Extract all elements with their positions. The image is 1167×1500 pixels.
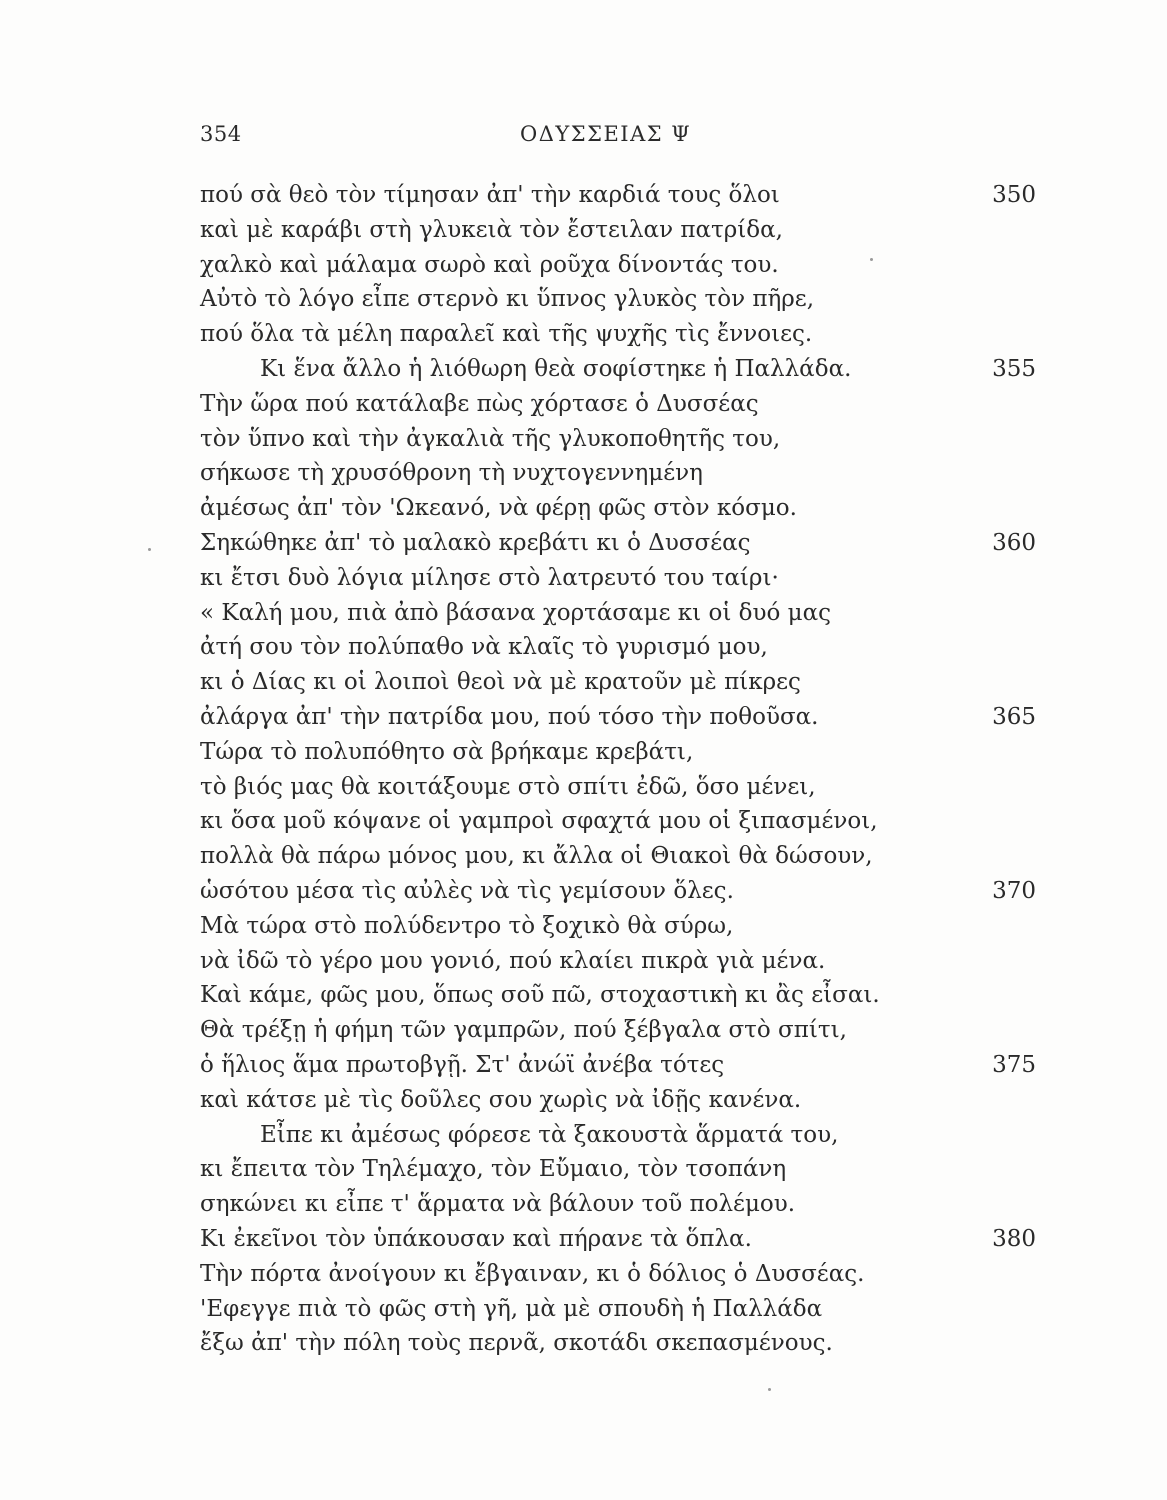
verse-text: Αὐτὸ τὸ λόγο εἶπε στερνὸ κι ὕπνος γλυκὸς τὸν πῆρε, <box>200 286 815 313</box>
verse-line <box>200 978 1060 1013</box>
verse-line <box>200 526 1060 561</box>
verse-line <box>200 352 1060 387</box>
verse-text: πού σὰ θεὸ τὸν τίμησαν ἀπ' τὴν καρδιά τους ὅλοι <box>200 182 780 208</box>
verse-line <box>200 630 1060 665</box>
verse-line <box>200 770 1060 805</box>
verse-line <box>200 1013 1060 1048</box>
verse-text: ὁ ἥλιος ἅμα πρωτοβγῇ. Στ' ἀνώϊ ἀνέβα τότες <box>200 1051 725 1078</box>
verse-line <box>200 317 1060 352</box>
verse-line <box>200 944 1060 979</box>
verse-line <box>200 1257 1060 1292</box>
print-speck <box>870 258 873 261</box>
verse-line <box>200 874 1060 909</box>
verse-text: ἀλάργα ἀπ' τὴν πατρίδα μου, πού τόσο τὴν ποθοῦσα. <box>200 703 819 730</box>
verse-text: κι ἔτσι δυὸ λόγια μίλησε στὸ λατρευτό του ταίρι· <box>200 564 779 591</box>
verse-line <box>200 491 1060 526</box>
verse-text: Μὰ τώρα στὸ πολύδεντρο τὸ ξοχικὸ θὰ σύρω, <box>200 912 734 939</box>
verse-line <box>200 1118 1060 1153</box>
verse-text: κι ὅσα μοῦ κόψανε οἱ γαμπροὶ σφαχτά μου οἱ ξιπασμένοι, <box>200 808 878 835</box>
verse-text: Σηκώθηκε ἀπ' τὸ μαλακὸ κρεβάτι κι ὁ Δυσσέας <box>200 529 751 556</box>
verse-text: κι ἔπειτα τὸν Τηλέμαχο, τὸν Εὔμαιο, τὸν τσοπάνη <box>200 1156 787 1183</box>
verse-text: 'Εφεγγε πιὰ τὸ φῶς στὴ γῆ, μὰ μὲ σπουδὴ ἡ Παλλάδα <box>200 1295 823 1322</box>
verse-line <box>200 456 1060 491</box>
verse-text: Τώρα τὸ πολυπόθητο σὰ βρήκαμε κρεβάτι, <box>200 738 694 765</box>
line-number: 370 <box>992 877 1036 904</box>
verse-line <box>200 1187 1060 1222</box>
print-speck <box>148 548 151 551</box>
verse-text: σηκώνει κι εἶπε τ' ἅρματα νὰ βάλουν τοῦ πολέμου. <box>200 1191 796 1218</box>
verse-line <box>200 909 1060 944</box>
verse-line <box>200 248 1060 283</box>
verse-text: νὰ ἰδῶ τὸ γέρο μου γονιό, πού κλαίει πικρὰ γιὰ μένα. <box>200 947 826 974</box>
verse-line <box>200 839 1060 874</box>
verse-text: τὸν ὕπνο καὶ τὴν ἀγκαλιὰ τῆς γλυκοποθητῆς του, <box>200 425 781 452</box>
verse-line <box>200 1048 1060 1083</box>
verse-line <box>200 1326 1060 1361</box>
verse-line <box>200 178 1060 213</box>
verse-text: ἔξω ἀπ' τὴν πόλη τοὺς περνᾶ, σκοτάδι σκεπασμένους. <box>200 1330 833 1357</box>
verse-line <box>200 422 1060 457</box>
verse-text: σήκωσε τὴ χρυσόθρονη τὴ νυχτογεννημένη <box>200 460 703 487</box>
verse-line <box>200 213 1060 248</box>
verse-line <box>200 804 1060 839</box>
verse-text: τὸ βιός μας θὰ κοιτάξουμε στὸ σπίτι ἐδῶ, ὅσο μένει, <box>200 773 816 800</box>
verse-line <box>200 1222 1060 1257</box>
verse-line <box>200 561 1060 596</box>
verse-text: ὡσότου μέσα τὶς αὐλὲς νὰ τὶς γεμίσουν ὅλες. <box>200 877 734 904</box>
verse-text: ἀμέσως ἀπ' τὸν 'Ωκεανό, νὰ φέρῃ φῶς στὸν κόσμο. <box>200 495 797 522</box>
line-number: 355 <box>992 355 1036 382</box>
verse-line <box>200 387 1060 422</box>
page-number: 354 <box>200 122 242 146</box>
verse-line <box>200 282 1060 317</box>
verse-line <box>200 596 1060 631</box>
line-number: 375 <box>992 1051 1036 1078</box>
verse-line <box>200 1292 1060 1327</box>
verse-line <box>200 1152 1060 1187</box>
verse-line <box>200 1083 1060 1118</box>
poem-body <box>200 178 1060 1361</box>
print-speck <box>768 1388 771 1391</box>
verse-text: Τὴν ὥρα πού κατάλαβε πὼς χόρτασε ὁ Δυσσέας <box>200 390 759 417</box>
verse-text: πού ὅλα τὰ μέλη παραλεῖ καὶ τῆς ψυχῆς τὶς ἔννοιες. <box>200 321 813 348</box>
verse-text: Εἶπε κι ἀμέσως φόρεσε τὰ ξακουστὰ ἅρματά του, <box>260 1121 839 1148</box>
running-title: ΟΔΥΣΣΕΙΑΣ Ψ <box>520 122 692 146</box>
verse-text: πολλὰ θὰ πάρω μόνος μου, κι ἄλλα οἱ Θιακοὶ θὰ δώσουν, <box>200 843 873 870</box>
verse-line <box>200 665 1060 700</box>
verse-text: Τὴν πόρτα ἀνοίγουν κι ἔβγαιναν, κι ὁ δόλιος ὁ Δυσσέας. <box>200 1260 865 1287</box>
verse-line <box>200 700 1060 735</box>
verse-text: « Καλή μου, πιὰ ἀπὸ βάσανα χορτάσαμε κι οἱ δυό μας <box>200 599 832 626</box>
verse-text: Θὰ τρέξῃ ἡ φήμη τῶν γαμπρῶν, πού ξέβγαλα στὸ σπίτι, <box>200 1017 847 1044</box>
verse-text: καὶ μὲ καράβι στὴ γλυκειὰ τὸν ἔστειλαν πατρίδα, <box>200 216 783 243</box>
verse-text: κι ὁ Δίας κι οἱ λοιποὶ θεοὶ νὰ μὲ κρατοῦν μὲ πίκρες <box>200 669 801 696</box>
verse-text: χαλκὸ καὶ μάλαμα σωρὸ καὶ ροῦχα δίνοντάς του. <box>200 251 779 278</box>
verse-text: Καὶ κάμε, φῶς μου, ὅπως σοῦ πῶ, στοχαστικὴ κι ἂς εἶσαι. <box>200 982 880 1009</box>
line-number: 350 <box>992 182 1036 208</box>
verse-line <box>200 735 1060 770</box>
verse-text: ἀτή σου τὸν πολύπαθο νὰ κλαῖς τὸ γυρισμό μου, <box>200 634 768 661</box>
line-number: 365 <box>992 703 1036 730</box>
verse-text: καὶ κάτσε μὲ τὶς δοῦλες σου χωρὶς νὰ ἰδῇς κανένα. <box>200 1086 802 1113</box>
verse-text: Κι ἐκεῖνοι τὸν ὑπάκουσαν καὶ πήρανε τὰ ὅπλα. <box>200 1225 752 1252</box>
line-number: 380 <box>992 1225 1036 1252</box>
line-number: 360 <box>992 529 1036 556</box>
verse-text: Κι ἕνα ἄλλο ἡ λιόθωρη θεὰ σοφίστηκε ἡ Παλλάδα. <box>260 355 852 382</box>
